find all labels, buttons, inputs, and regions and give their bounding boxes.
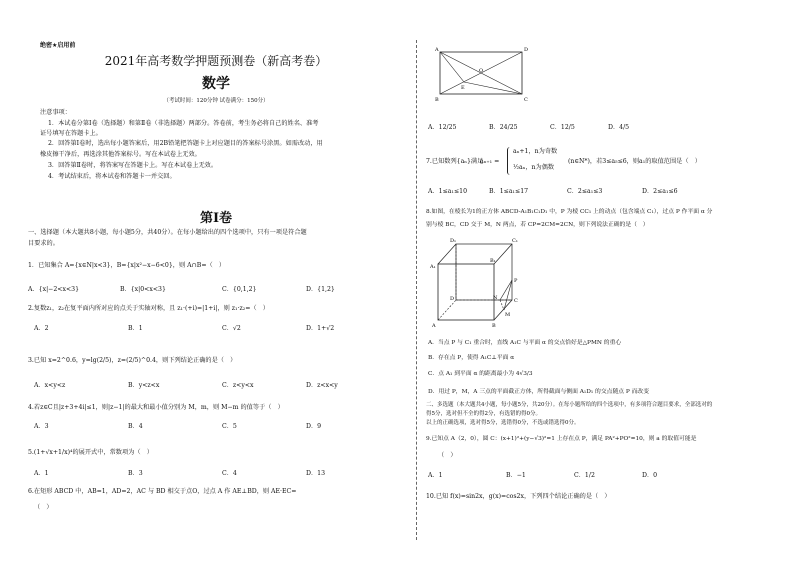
option-a: A．12/25 xyxy=(428,124,457,131)
cube-label-d: D xyxy=(450,296,455,302)
note-line: 4．考试结束后，将本试卷和答题卡一并交回。 xyxy=(48,173,176,180)
cube-front-face xyxy=(438,264,494,320)
question-stem: 6.在矩形 ABCD 中，AB=1，AD=2，AC 与 BD 相交于点O，过点 A 作 AE⊥BD，则 AE·EC= xyxy=(28,488,297,495)
question-stem: 1．已知集合 A={x∈N|x<3}，B={x|x²−x−6<0}，则 A∩B=（ ） xyxy=(28,262,226,269)
section-instructions: 以上的正确选项，选对得5分，选错得0分，不选或错选得0分。 xyxy=(426,420,580,426)
fig-label-a: A xyxy=(435,47,439,53)
option-c: C．{0,1,2} xyxy=(222,286,257,293)
cube-label-n: N xyxy=(493,295,498,301)
note-line: 证号填写在答题卡上。 xyxy=(40,130,102,137)
secret-label: 绝密★启用前 xyxy=(40,42,76,49)
option-b: B．3 xyxy=(128,470,143,477)
cube-label-c: C xyxy=(514,298,518,304)
recurrence-lhs: aₙ₊₁ = xyxy=(480,158,500,165)
option-a: A．当点 P 与 C₁ 重合时，直线 A₁C 与平面 α 的交点恰好是△PMN 的重心 xyxy=(428,340,622,346)
note-line: 3．回答第Ⅱ卷时，将答案写在答题卡上。写在本试卷上无效。 xyxy=(48,162,218,169)
question-stem: 10.已知 f(x)=sin2x，g(x)=cos2x，下列四个结论正确的是（ ） xyxy=(426,493,611,500)
section-instructions: 目要求的。 xyxy=(28,240,59,247)
option-c: C．点 A₁ 到平面 α 的距离最小为 4√3/3 xyxy=(428,371,533,377)
exam-title: 2021年高考数学押题预测卷（新高考卷） xyxy=(104,54,328,68)
segment-ae xyxy=(440,52,464,82)
rectangle-figure xyxy=(430,44,530,102)
piecewise-case: ½aₙ，n为偶数 xyxy=(513,164,555,171)
segment-pm xyxy=(504,280,512,310)
cube-label-b: B xyxy=(492,323,496,329)
option-b: B．1 xyxy=(128,325,143,332)
question-stem-cont: (n∈N*)，若3≤a₅≤6，则a₁的取值范围是（ ） xyxy=(568,158,701,165)
option-c: C．5 xyxy=(222,423,237,430)
option-d: D．用过 P，M，A 三点的平面截正方体，所得截面与侧面 A₁D₁ 的交点随点 P 而改变 xyxy=(428,389,650,395)
segment-nm xyxy=(500,300,504,310)
option-a: A．{x|−2<x<3} xyxy=(28,286,80,293)
option-d: D．4/5 xyxy=(608,124,630,131)
option-c: C．12/5 xyxy=(550,124,575,131)
option-d: D．1+√2 xyxy=(306,325,335,332)
fig-label-d: D xyxy=(524,47,529,53)
section-instructions: 一、选择题（本大题共8小题，每小题5分，共40分）。在每小题给出的四个选项中，只有一项是符合题 xyxy=(28,229,307,236)
cube-label-b1: B₁ xyxy=(490,258,496,264)
cube-back-face xyxy=(456,244,512,300)
option-b: B．{x|0<x<3} xyxy=(120,286,166,293)
segment-ec xyxy=(464,82,522,94)
note-line: 橡皮擦干净后，再选涂其他答案标号。写在本试卷上无效。 xyxy=(40,151,201,158)
option-b: B．24/25 xyxy=(489,124,518,131)
option-d: D．13 xyxy=(306,470,326,477)
subject-title: 数学 xyxy=(202,76,230,92)
question-stem: 8.如图，在棱长为1的正方体 ABCD-A₁B₁C₁D₁ 中，P 为棱 CC₁ 上的动点（包含端点 C₁），过点 P 作平面 α 分 xyxy=(426,209,713,215)
question-paren: （ ） xyxy=(438,452,457,459)
option-d: D．0 xyxy=(642,472,658,479)
option-d: D．{1,2} xyxy=(306,286,335,293)
option-b: B．4 xyxy=(128,423,143,430)
notes-heading: 注意事项： xyxy=(40,109,71,116)
option-b: B．y<z<x xyxy=(128,382,160,389)
question-stem: 3.已知 x=2^0.6，y=lg(2/5)，z=(2/5)^0.4，则下列结论正确的是（ ） xyxy=(28,357,237,364)
cube-figure xyxy=(428,234,528,330)
cube-label-a1: A₁ xyxy=(430,264,436,270)
option-a: A．1≤a₁≤10 xyxy=(428,188,468,195)
option-paren: （ ） xyxy=(34,504,53,511)
cube-label-p: P xyxy=(514,278,518,284)
option-d: D．2≤a₁≤6 xyxy=(642,188,678,195)
option-a: A．1 xyxy=(34,470,49,477)
option-c: C．z<y<x xyxy=(222,382,254,389)
note-line: 1．本试卷分第Ⅰ卷（选择题）和第Ⅱ卷（非选择题）两部分。答卷前，考生务必将自己的姓名、准考 xyxy=(48,120,319,127)
question-stem: 2.复数z₁，z₂在复平面内所对应的点关于实轴对称，且 z₁·(+i)=|1+i|，则 z₁·z₂=（ ） xyxy=(28,305,269,312)
edge-ad xyxy=(438,300,456,320)
option-c: C．1/2 xyxy=(574,472,595,479)
option-b: B．1≤a₁≤17 xyxy=(489,188,529,195)
fig-label-c: C xyxy=(524,97,528,102)
question-stem: 5.(1+√x+1/x)⁴的展开式中，常数项为（ ） xyxy=(28,449,153,456)
option-a: A．3 xyxy=(34,423,49,430)
section-instructions: 得5分，选对但不全的得2分，有选错的得0分。 xyxy=(426,411,541,417)
note-line: 2．回答第Ⅰ卷时，选出每小题答案后，用2B铅笔把答题卡上对应题目的答案标号涂黑。如需改动，用 xyxy=(48,140,323,147)
option-a: A．2 xyxy=(34,325,49,332)
question-stem-cont: 别与棱 BC，CD 交于 M，N 两点，若 CP=2CM=2CN，则下列说法正确的是（ ） xyxy=(426,222,649,228)
edge-a1d1 xyxy=(438,244,456,264)
option-a: A．x<y<z xyxy=(34,382,66,389)
fig-label-b: B xyxy=(435,97,439,102)
volume-heading: 第Ⅰ卷 xyxy=(199,211,233,226)
column-divider xyxy=(416,40,417,540)
piecewise-brace xyxy=(507,147,512,175)
cube-label-m: M xyxy=(505,312,511,318)
option-b: B．存在点 P，使得 A₁C⊥平面 α xyxy=(428,355,515,361)
option-c: C．4 xyxy=(222,470,237,477)
option-a: A．1 xyxy=(428,472,443,479)
question-stem: 7.已知数列{aₙ}满足 xyxy=(426,158,484,165)
edge-b1c1 xyxy=(494,244,512,264)
option-c: C．2≤a₁≤3 xyxy=(567,188,603,195)
fig-label-e: E xyxy=(461,85,465,91)
section-instructions: 二、多选题（本大题共4小题，每小题5分，共20分）。在每小题所给的四个选项中，有多项符合题目要求，全部选对的 xyxy=(426,402,713,408)
cube-label-a: A xyxy=(432,323,436,329)
option-b: B．−1 xyxy=(506,472,526,479)
question-stem: 4.若z∈C且|z+3+4i|≤1，则|z−1|的最大和最小值分别为 M，m，则 M−m 的值等于（ ） xyxy=(28,404,284,411)
option-d: D．9 xyxy=(306,423,322,430)
segment-pn xyxy=(500,280,512,300)
piecewise-case: aₙ+1，n为奇数 xyxy=(513,148,558,155)
question-stem: 9.已知点 A（2，0），圆 C：(x+1)²+(y−√3)²=1 上存在点 P，满足 PA²+PO²=10，则 a 的取值可能是 xyxy=(426,436,697,442)
exam-meta: （考试时间：120分钟 试卷满分：150分） xyxy=(163,98,269,104)
fig-label-o: O xyxy=(479,68,484,74)
option-c: C．√2 xyxy=(222,325,241,332)
cube-label-d1: D₁ xyxy=(450,238,457,244)
cube-label-c1: C₁ xyxy=(512,238,518,244)
option-d: D．z<x<y xyxy=(306,382,338,389)
